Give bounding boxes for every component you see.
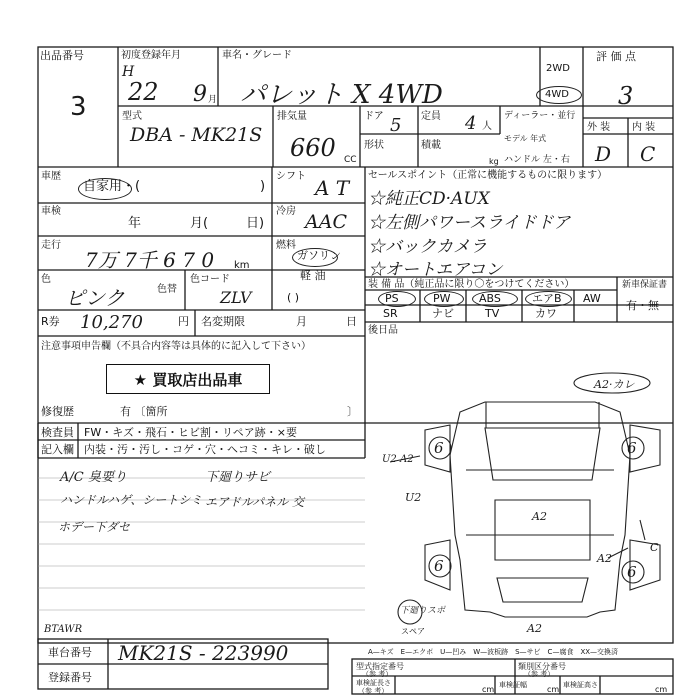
inspector-label: 検査員 bbox=[41, 426, 74, 439]
history-close: ) bbox=[260, 179, 266, 194]
designation-ref: （参 考） bbox=[362, 670, 393, 678]
reg-expiry-label: 名変期限 bbox=[201, 315, 245, 328]
displacement-value: 660 bbox=[290, 134, 336, 162]
first-reg-year: 22 bbox=[128, 78, 159, 106]
interior-value: C bbox=[640, 142, 656, 166]
displacement-unit: CC bbox=[344, 155, 357, 165]
wheel-fl: 6 bbox=[434, 439, 444, 457]
sales-title: セールスポイント（正常に機能するものに限ります） bbox=[368, 170, 608, 181]
color-code-label: 色コード bbox=[190, 274, 230, 285]
reg-expiry-day: 日 bbox=[346, 315, 357, 328]
doors-value: 5 bbox=[390, 115, 402, 136]
classification-label: 類別区分番号 bbox=[518, 662, 566, 671]
first-reg-label: 初度登録年月 bbox=[121, 50, 181, 61]
bottom-note: BTAWR bbox=[44, 624, 83, 635]
month-unit: 月 bbox=[208, 95, 218, 105]
model-year-label: モデル 年式 bbox=[504, 134, 547, 143]
width-cm: cm bbox=[547, 685, 560, 694]
car-diagram bbox=[390, 373, 660, 624]
width-label: 車検証幅 bbox=[499, 681, 527, 689]
entry-label: 記入欄 bbox=[41, 443, 74, 456]
interior-label: 内 装 bbox=[632, 122, 656, 133]
underside-note: 下廻りスポ bbox=[400, 606, 446, 616]
sales-point-3: ☆バックカメラ bbox=[368, 237, 487, 257]
equip-airbag: エアB bbox=[532, 292, 562, 305]
inspector-options: FW・キズ・飛石・ヒビ割・リペア跡・×要 bbox=[84, 426, 297, 439]
mark-top-a2: A2·カレ bbox=[594, 378, 635, 391]
damage-legend: A—キズ E—エクボ U—凹み W—波板跡 S—サビ C—腐食 XX—交換済 bbox=[368, 648, 619, 656]
drive-4wd: 4WD bbox=[545, 89, 569, 100]
reg-no-label: 登録番号 bbox=[48, 671, 92, 684]
wheel-fr: 6 bbox=[627, 439, 637, 457]
warranty-label: 新車保証書 bbox=[622, 280, 668, 290]
fuel-label: 燃料 bbox=[276, 240, 296, 251]
displacement-label: 排気量 bbox=[277, 111, 307, 122]
wheel-rr: 6 bbox=[627, 563, 637, 581]
spare-label: スペア bbox=[401, 627, 425, 636]
mileage-label: 走行 bbox=[41, 240, 61, 251]
color-change-label: 色替 bbox=[157, 284, 177, 295]
classification-ref: （参 考） bbox=[524, 670, 555, 678]
mark-left-u2a2: U2 A2 bbox=[382, 454, 414, 465]
equip-tv: TV bbox=[485, 307, 500, 320]
remark-1: A/C 臭要り bbox=[60, 470, 127, 485]
chassis-value: MK21S - 223990 bbox=[118, 641, 289, 665]
name-grade-label: 車名・グレード bbox=[222, 50, 292, 61]
remark-2: ハンドルハゲ、シートシミ bbox=[60, 493, 203, 507]
capacity-unit: 人 bbox=[482, 121, 492, 132]
fuel-paren: ( ) bbox=[287, 291, 300, 304]
history-label: 車歴 bbox=[41, 171, 61, 182]
score-label: 評 価 点 bbox=[596, 50, 636, 63]
mark-center-a2: A2 bbox=[532, 510, 547, 523]
shape-label: 形状 bbox=[364, 140, 384, 151]
equipment-title: 装 備 品（純正品に限り〇をつけてください） bbox=[368, 279, 575, 290]
model-value: DBA - MK21S bbox=[130, 124, 263, 146]
repair-close: 〕 bbox=[347, 405, 358, 418]
history-value: 自家用・( bbox=[83, 179, 141, 194]
fuel-light: 軽 油 bbox=[300, 269, 326, 282]
exterior-value: D bbox=[595, 142, 612, 166]
shift-value: A T bbox=[315, 176, 350, 200]
ac-label: 冷房 bbox=[276, 206, 296, 217]
sales-point-2: ☆左側パワースライドドア bbox=[368, 213, 571, 233]
length-ref: （参 考） bbox=[358, 687, 389, 695]
length-label: 車検証長さ bbox=[356, 679, 391, 687]
mileage-unit: km bbox=[234, 260, 250, 271]
dealer-label: ディーラー・並行 bbox=[504, 111, 576, 121]
ac-value: AAC bbox=[305, 211, 347, 233]
r-ticket-label: R券 bbox=[41, 315, 60, 328]
equip-abs: ABS bbox=[479, 292, 501, 305]
sales-point-4: ☆オートエアコン bbox=[368, 260, 503, 280]
equip-navi: ナビ bbox=[432, 307, 454, 320]
reg-expiry-month: 月 bbox=[296, 315, 307, 328]
exterior-label: 外 装 bbox=[587, 122, 611, 133]
first-reg-month: 9 bbox=[193, 82, 207, 107]
mark-right-c: C bbox=[650, 541, 659, 554]
equip-aw: AW bbox=[583, 292, 601, 305]
doors-label: ドア bbox=[364, 111, 384, 122]
inspection-label: 車検 bbox=[41, 206, 61, 217]
notes-title: 注意事項申告欄（不具合内容等は具体的に記入して下さい） bbox=[41, 341, 311, 352]
rear-seat-label: 後日品 bbox=[368, 325, 398, 336]
name-grade-value: パレット X 4WD bbox=[240, 80, 443, 110]
color-label: 色 bbox=[41, 274, 51, 285]
equip-leather: カワ bbox=[535, 307, 557, 320]
capacity-label: 定員 bbox=[421, 111, 441, 122]
mark-rear-u2: U2 bbox=[405, 491, 422, 504]
wheel-rl: 6 bbox=[434, 557, 444, 575]
load-label: 積載 bbox=[421, 140, 441, 151]
buyer-stamp: ★ 買取店出品車 bbox=[106, 364, 270, 394]
color-value: ピンク bbox=[65, 286, 125, 310]
sales-point-1: ☆純正CD·AUX bbox=[368, 189, 490, 209]
height-cm: cm bbox=[655, 685, 668, 694]
capacity-value: 4 bbox=[465, 113, 477, 134]
inspection-day: 日) bbox=[246, 216, 265, 231]
mark-bottom-a2: A2 bbox=[527, 622, 542, 635]
entry-options: 内装・汚・汚し・コゲ・穴・ヘコミ・キレ・破し bbox=[84, 443, 326, 456]
equip-ps: PS bbox=[385, 292, 399, 305]
repair-label: 修復歴 bbox=[41, 405, 74, 418]
remark-4: 下廻りサビ bbox=[205, 470, 271, 485]
load-unit: kg bbox=[489, 157, 499, 166]
warranty-value: 有・無 bbox=[626, 299, 659, 312]
remark-5: エアドルパネル 交 bbox=[205, 495, 304, 509]
color-code-value: ZLV bbox=[220, 288, 252, 307]
inspection-year: 年 bbox=[128, 216, 142, 231]
handle-label: ハンドル 左・右 bbox=[504, 155, 570, 165]
equip-pw: PW bbox=[433, 292, 451, 305]
r-ticket-value: 10,270 bbox=[80, 312, 143, 333]
mileage-value: 7万 7千 6 7 0 bbox=[85, 248, 215, 272]
r-ticket-unit: 円 bbox=[178, 315, 189, 328]
lot-no-label: 出品番号 bbox=[40, 49, 84, 62]
score-value: 3 bbox=[618, 82, 634, 110]
shift-label: シフト bbox=[276, 171, 306, 182]
fuel-gas: ガソリン bbox=[297, 249, 341, 262]
length-cm: cm bbox=[482, 685, 495, 694]
remark-3: ホデー下ダセ bbox=[58, 520, 131, 534]
model-label: 型式 bbox=[122, 111, 142, 122]
height-label: 車検証高さ bbox=[563, 681, 598, 689]
chassis-label: 車台番号 bbox=[48, 646, 92, 659]
equip-sr: SR bbox=[383, 307, 398, 320]
designation-label: 型式指定番号 bbox=[356, 662, 404, 671]
lot-no-value: 3 bbox=[70, 92, 87, 122]
inspection-month: 月( bbox=[190, 216, 209, 231]
mark-right-a2: A2 bbox=[597, 552, 612, 565]
repair-value: 有 〔箇所 bbox=[120, 405, 168, 418]
first-reg-era: H bbox=[122, 64, 135, 80]
drive-2wd: 2WD bbox=[546, 63, 570, 74]
